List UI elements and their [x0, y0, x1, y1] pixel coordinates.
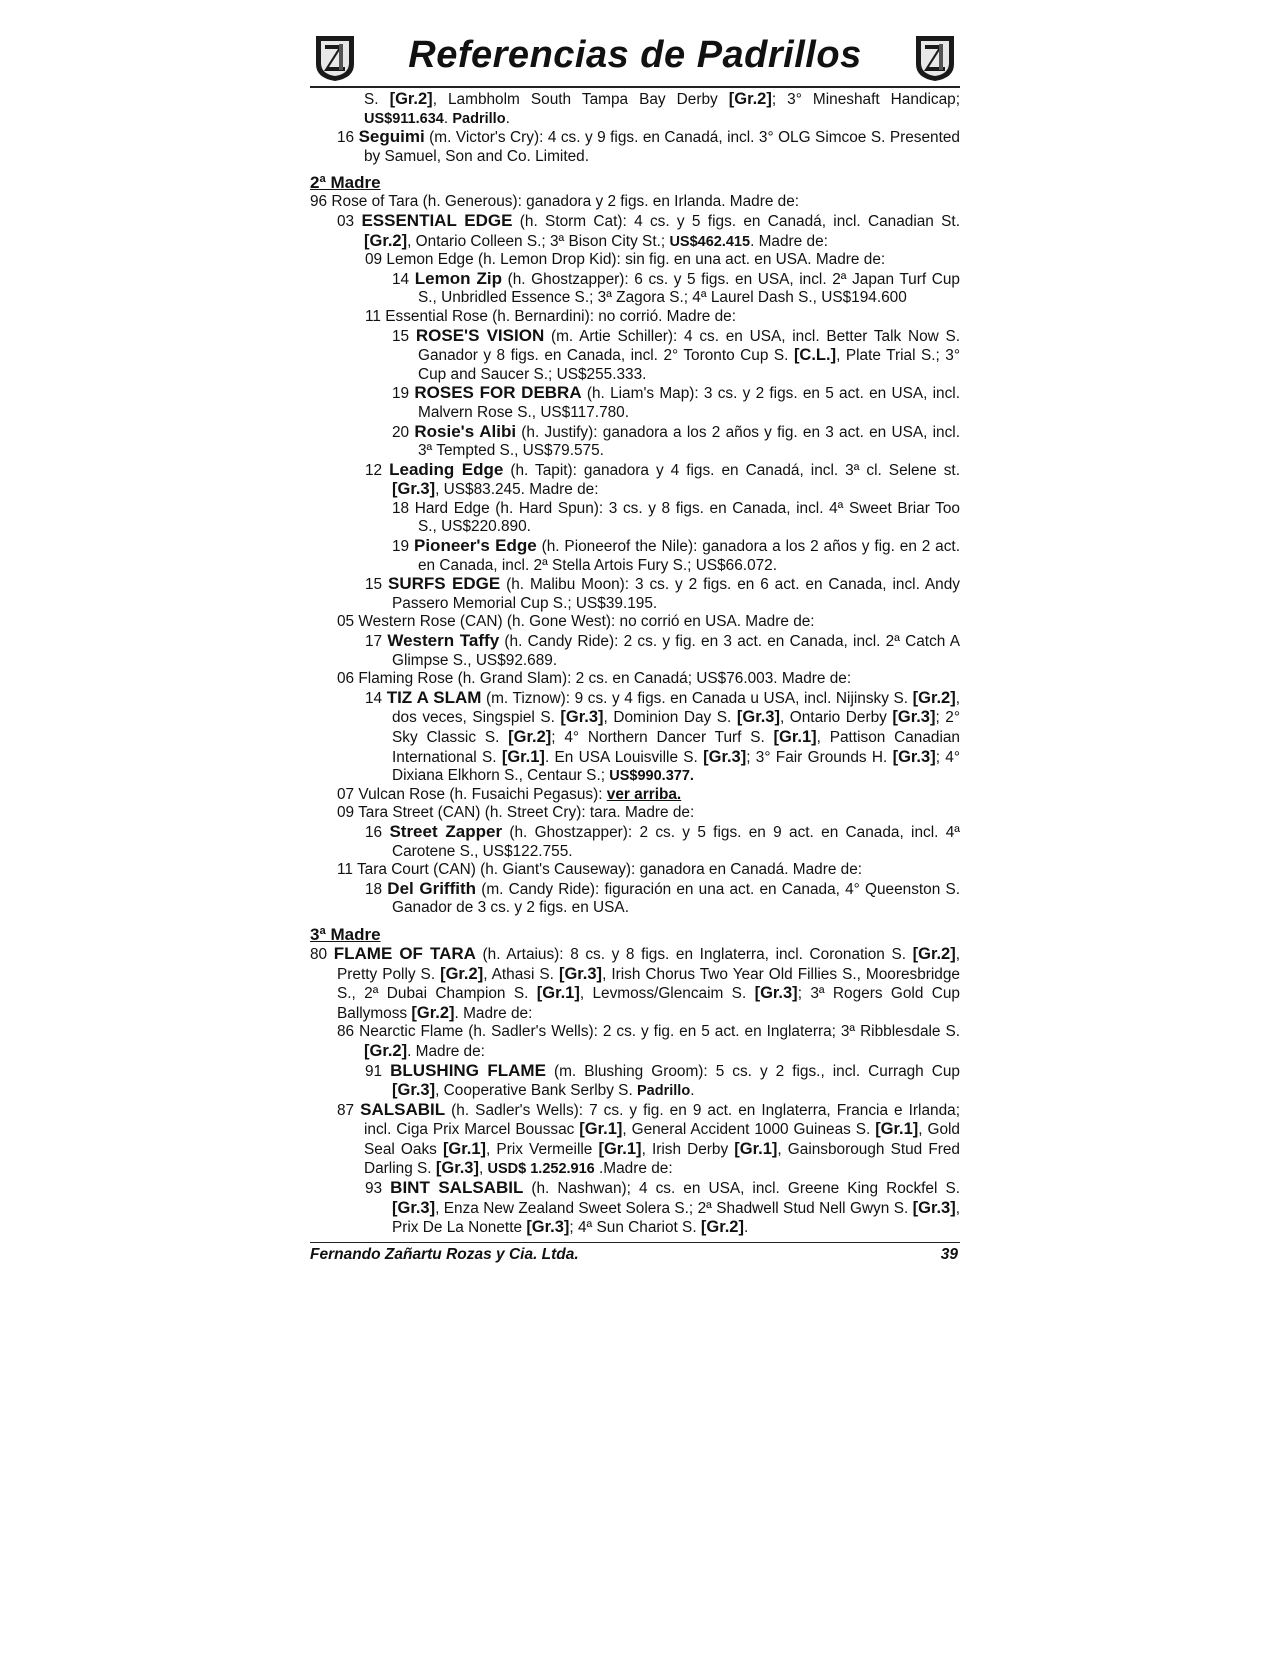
entry-leading-edge: 12 Leading Edge (h. Tapit): ganadora y 4 figs. en Canadá, incl. 3ª cl. Selene st. [Gr.3], US$83.245. Madre de: — [365, 459, 960, 499]
footer-company: Fernando Zañartu Rozas y Cia. Ltda. — [310, 1246, 579, 1263]
entry-seguimi: 16 Seguimi (m. Victor's Cry): 4 cs. y 9 figs. en Canadá, incl. 3° OLG Simcoe S. Presented by Samuel, Son and Co. Limited. — [337, 127, 960, 165]
pedigree-text — [310, 90, 960, 1238]
entry-lemon-edge: 09 Lemon Edge (h. Lemon Drop Kid): sin fig. en una act. en USA. Madre de: — [365, 251, 886, 269]
page-footer — [310, 1242, 960, 1264]
entry-blushing-flame: 91 BLUSHING FLAME (m. Blushing Groom): 5 cs. y 2 figs., incl. Curragh Cup [Gr.3], Cooperative Bank Serlby S. Padrillo. — [365, 1060, 960, 1100]
entry-flaming-rose: 06 Flaming Rose (h. Grand Slam): 2 cs. en Canadá; US$76.003. Madre de: — [337, 670, 852, 688]
page-number: 39 — [940, 1246, 958, 1263]
entry-lemon-zip: 14 Lemon Zip (h. Ghostzapper): 6 cs. y 5 figs. en USA, incl. 2ª Japan Turf Cup S., Unbridled Essence S.; 3ª Zagora S.; 4ª Laurel Dash S., US$194.600 — [392, 268, 960, 307]
section-3a-madre: 3ª Madre — [310, 924, 381, 944]
entry-del-griffith: 18 Del Griffith (m. Candy Ride): figuración en una act. en Canada, 4° Queenston S. Ganador de 3 cs. y 2 figs. en USA. — [365, 878, 960, 917]
entry-roses-vision: 15 ROSE'S VISION (m. Artie Schiller): 4 cs. en USA, incl. Better Talk Now S. Ganador y 8 figs. en Canada, incl. 2° Toronto Cup S. [C.L.], Plate Trial S.; 3° Cup and Saucer S.; US$255.333. — [392, 325, 961, 383]
entry-essential-rose: 11 Essential Rose (h. Bernardini): no corrió. Madre de: — [365, 307, 736, 325]
zr-monogram-logo-icon — [912, 34, 958, 82]
page-title: Referencias de Padrillos — [408, 34, 862, 76]
entry-pioneers-edge: 19 Pioneer's Edge (h. Pioneerof the Nile): ganadora a los 2 años y fig. en 2 act. en Canada, incl. 2ª Stella Artois Fury S.; US$66.072. — [392, 536, 960, 574]
entry-roses-for-debra: 19 ROSES FOR DEBRA (h. Liam's Map): 3 cs. y 2 figs. en 5 act. en USA, incl. Malvern Rose S., US$117.780. — [392, 383, 961, 421]
document-page — [310, 30, 960, 1238]
entry-tiz-a-slam: 14 TIZ A SLAM (m. Tiznow): 9 cs. y 4 figs. en Canada u USA, incl. Nijinsky S. [Gr.2], dos veces, Singspiel S. [Gr.3], Dominion Day S. [Gr.3], Ontario Derby [Gr.3]; 2° Sky Classic S. [Gr.2]; 4° Northern Dancer Turf S. [Gr.1], Pattison Canadian International S. [Gr.1]. En USA Louisville S. [Gr.3]; 3° Fair Grounds H. [Gr.3]; 4° Dixiana Elkhorn S., Centaur S.; US$990.377. — [365, 687, 960, 785]
entry-continuation: S. [Gr.2], Lambholm South Tampa Bay Derby [Gr.2]; 3° Mineshaft Handicap; US$911.634. Padrillo. — [364, 90, 960, 127]
section-2a-madre: 2ª Madre — [310, 173, 381, 193]
entry-flame-of-tara: 80 FLAME OF TARA (h. Artaius): 8 cs. y 8 figs. en Inglaterra, incl. Coronation S. [Gr.2], Pretty Polly S. [Gr.2], Athasi S. [Gr.3], Irish Chorus Two Year Old Fillies S., Mooresbridge S., 2ª Dubai Champion S. [Gr.1], Levmoss/Glencaim S. [Gr.3]; 3ª Rogers Gold Cup Ballymoss [Gr.2]. Madre de: — [310, 943, 960, 1022]
entry-rose-of-tara: 96 Rose of Tara (h. Generous): ganadora y 2 figs. en Irlanda. Madre de: — [310, 193, 800, 211]
entry-hard-edge: 18 Hard Edge (h. Hard Spun): 3 cs. y 8 figs. en Canada, incl. 4ª Sweet Briar Too S., US$220.890. — [392, 499, 960, 536]
entry-tara-street: 09 Tara Street (CAN) (h. Street Cry): tara. Madre de: — [337, 804, 695, 822]
ver-arriba-link: ver arriba. — [606, 785, 682, 803]
entry-western-rose: 05 Western Rose (CAN) (h. Gone West): no corrió en USA. Madre de: — [337, 613, 815, 631]
entry-surfs-edge: 15 SURFS EDGE (h. Malibu Moon): 3 cs. y 2 figs. en 6 act. en Canada, incl. Andy Passero Memorial Cup S.; US$39.195. — [365, 574, 960, 612]
entry-salsabil: 87 SALSABIL (h. Sadler's Wells): 7 cs. y fig. en 9 act. en Inglaterra, Francia e Irlanda; incl. Ciga Prix Marcel Boussac [Gr.1], General Accident 1000 Guineas S. [Gr.1], Gold Seal Oaks [Gr.1], Prix Vermeille [Gr.1], Irish Derby [Gr.1], Gainsborough Stud Fred Darling S. [Gr.3], USD$ 1.252.916 .Madre de: — [337, 1099, 960, 1178]
zr-monogram-logo-icon — [312, 34, 358, 82]
entry-essential-edge: 03 ESSENTIAL EDGE (h. Storm Cat): 4 cs. y 5 figs. en Canadá, incl. Canadian St. [Gr.2], Ontario Colleen S.; 3ª Bison City St.; US$462.415. Madre de: — [337, 210, 960, 250]
page-header — [310, 30, 960, 88]
entry-vulcan-rose: 07 Vulcan Rose (h. Fusaichi Pegasus): ver arriba. — [337, 785, 682, 803]
entry-nearctic-flame: 86 Nearctic Flame (h. Sadler's Wells): 2 cs. y fig. en 5 act. en Inglaterra; 3ª Ribblesdale S. [Gr.2]. Madre de: — [337, 1023, 960, 1060]
entry-rosies-alibi: 20 Rosie's Alibi (h. Justify): ganadora a los 2 años y fig. en 3 act. en USA, incl. 3ª Tempted S., US$79.575. — [392, 421, 961, 460]
entry-street-zapper: 16 Street Zapper (h. Ghostzapper): 2 cs. y 5 figs. en 9 act. en Canada, incl. 4ª Carotene S., US$122.755. — [365, 821, 960, 860]
entry-bint-salsabil: 93 BINT SALSABIL (h. Nashwan); 4 cs. en USA, incl. Greene King Rockfel S. [Gr.3], Enza New Zealand Sweet Solera S.; 2ª Shadwell Stud Nell Gwyn S. [Gr.3], Prix De La Nonette [Gr.3]; 4ª Sun Chariot S. [Gr.2]. — [365, 1178, 960, 1237]
entry-tara-court: 11 Tara Court (CAN) (h. Giant's Causeway): ganadora en Canadá. Madre de: — [337, 861, 863, 879]
entry-western-taffy: 17 Western Taffy (h. Candy Ride): 2 cs. y fig. en 3 act. en Canada, incl. 2ª Catch A Glimpse S., US$92.689. — [365, 631, 960, 669]
